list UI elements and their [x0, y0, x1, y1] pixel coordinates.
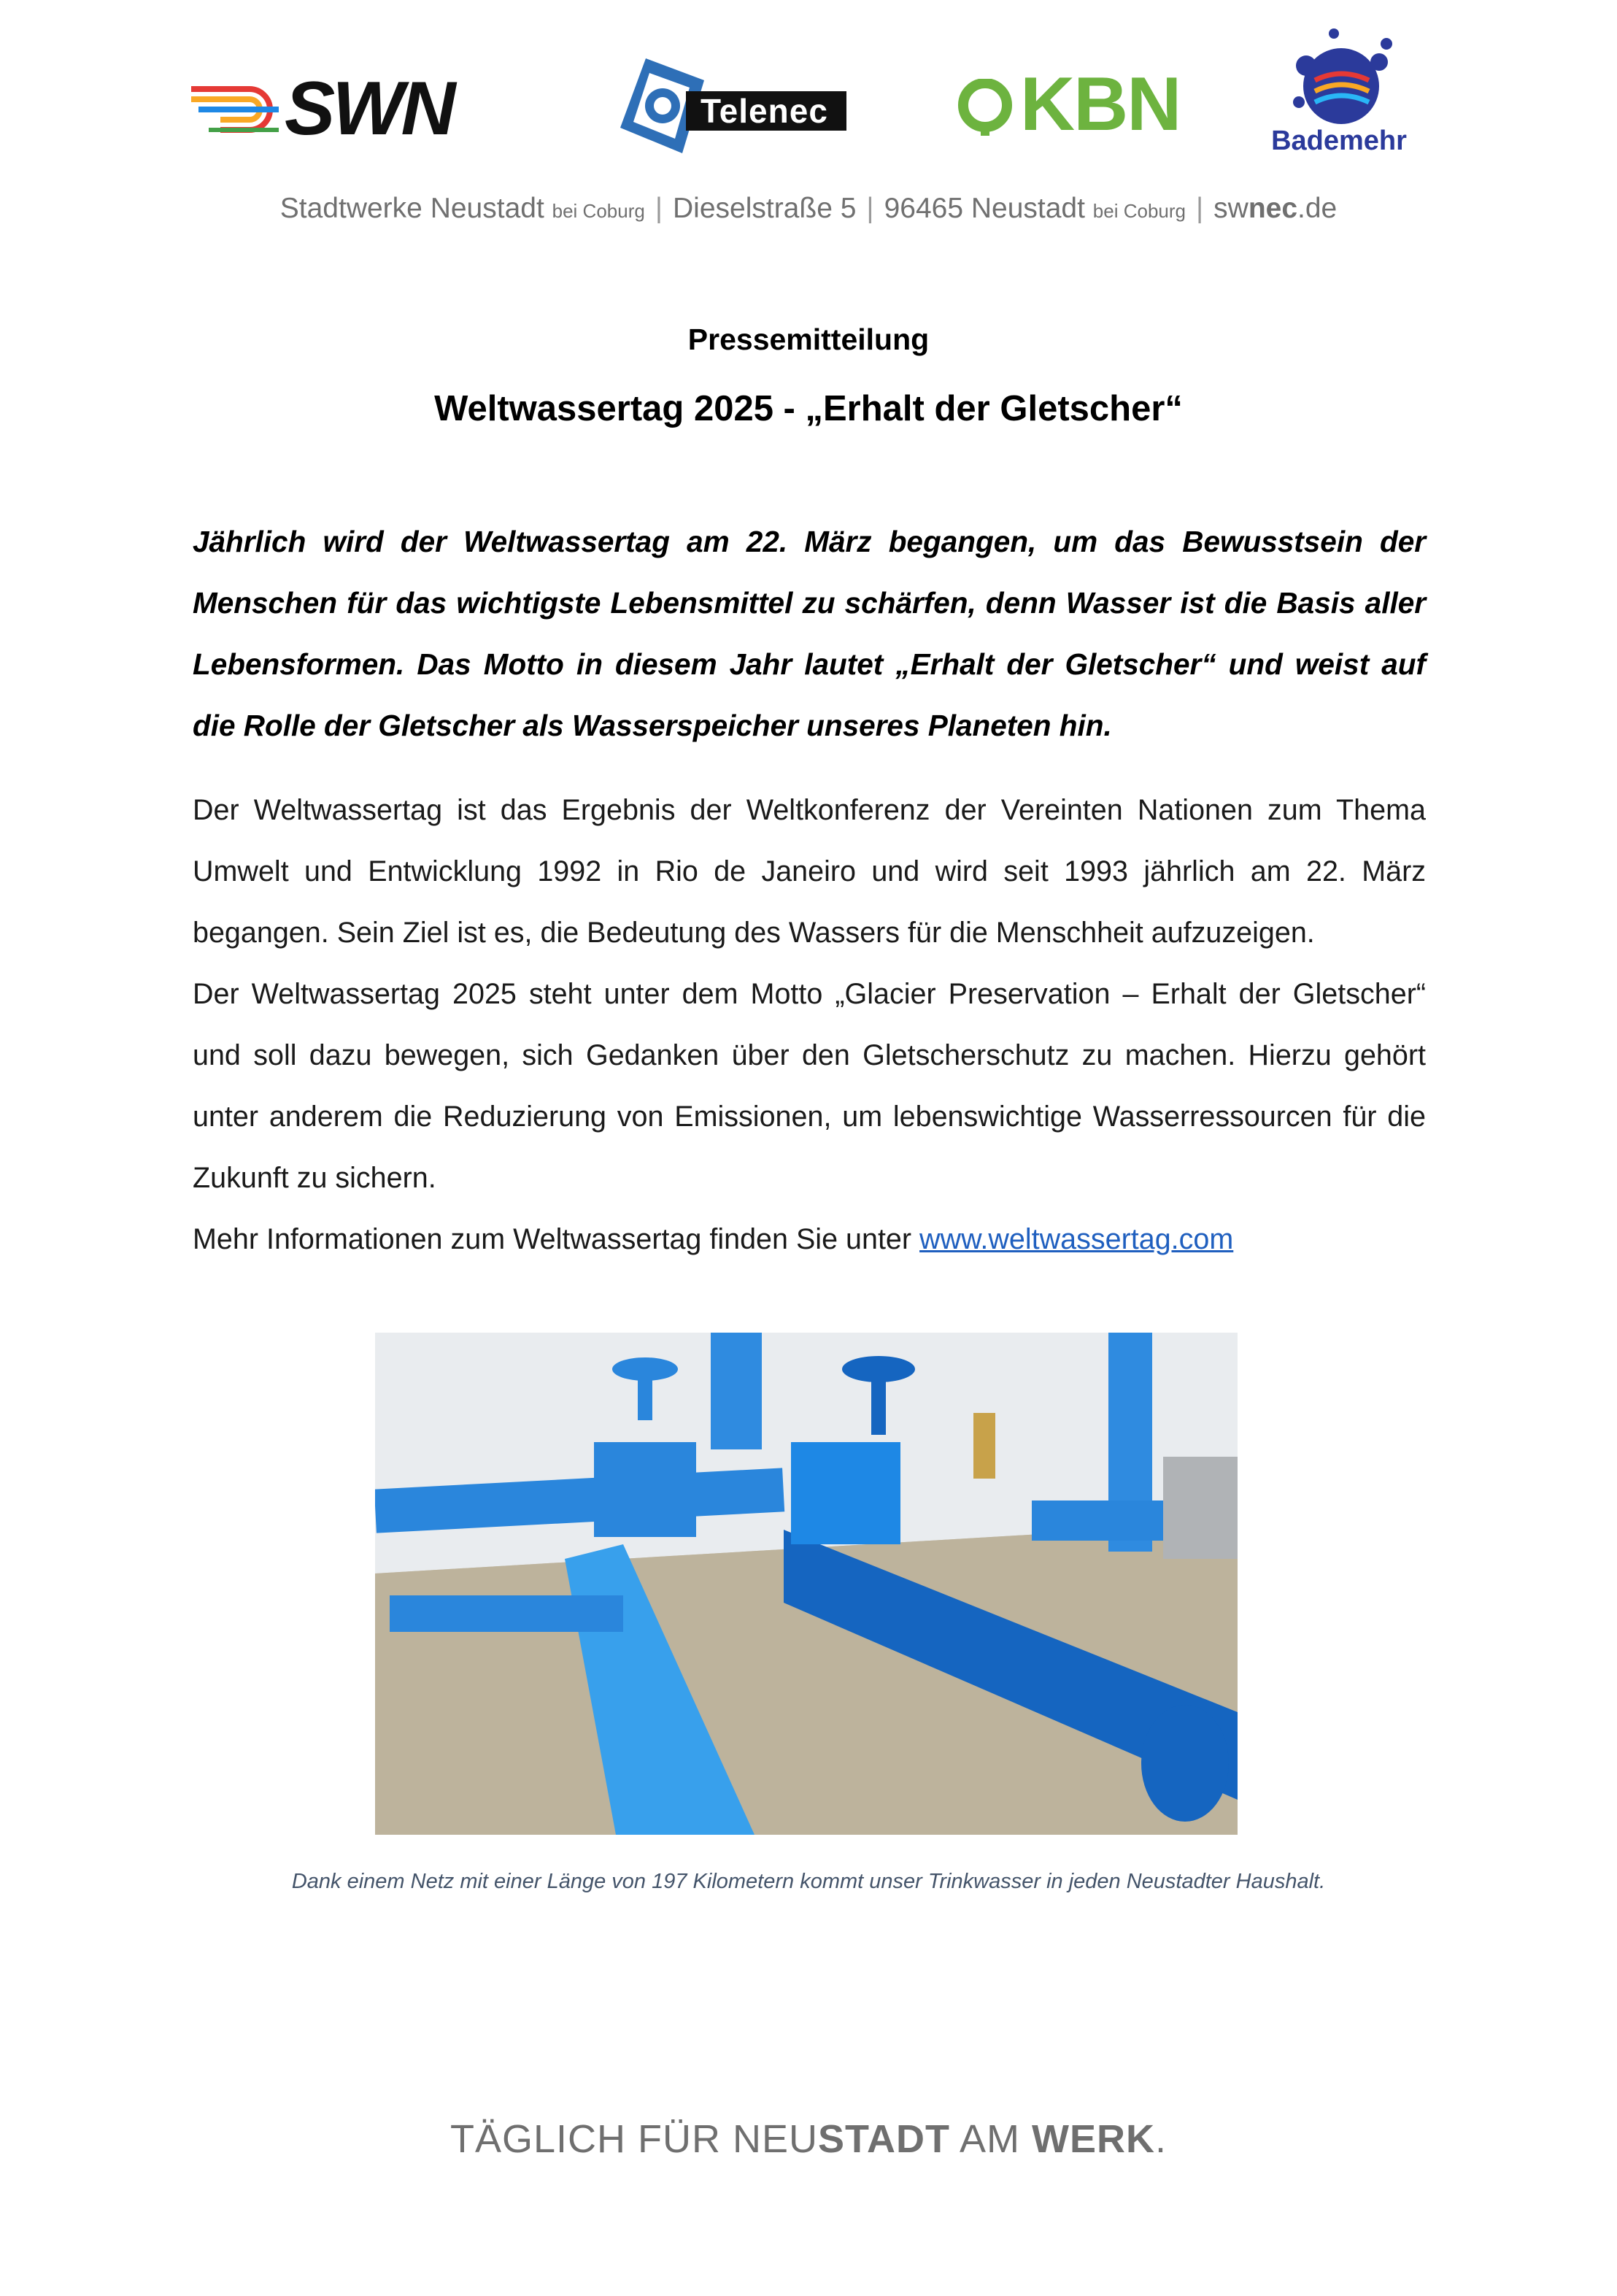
bademehr-logo-text: Bademehr — [1271, 126, 1407, 156]
city-suffix: bei Coburg — [1092, 200, 1186, 222]
bademehr-logo — [1262, 22, 1423, 161]
body-paragraph-text: Mehr Informationen zum Weltwassertag finden Sie unter — [193, 1223, 920, 1255]
kbn-logo — [956, 62, 1181, 147]
telenec-logo — [613, 55, 854, 157]
pipes-photo — [375, 1333, 1238, 1835]
separator: | — [655, 193, 663, 224]
website — [1213, 193, 1337, 224]
logo-bar — [0, 0, 1617, 190]
swn-stripes-icon — [191, 83, 286, 136]
body-paragraph: Der Weltwassertag ist das Ergebnis der Weltkonferenz der Vereinten Nationen zum Thema Umwelt und Entwicklung 1992 in Rio de Janeiro und wird seit 1993 jährlich am 22. März begangen. Sein Ziel ist es, die Bedeutung des Wassers für die Menschheit aufzuzeigen. — [193, 794, 1426, 949]
website-suffix: .de — [1297, 193, 1338, 224]
telenec-logo-text: Telenec — [686, 91, 846, 131]
city: 96465 Neustadt — [884, 193, 1085, 224]
company-address-line — [0, 193, 1617, 225]
footer-slogan — [0, 2116, 1617, 2162]
slogan-part-bold: WERK — [1032, 2117, 1156, 2161]
body-text — [193, 779, 1426, 1270]
slogan-part: . — [1155, 2117, 1168, 2161]
kbn-logo-text: KBN — [1020, 62, 1181, 147]
swn-logo-text: SWN — [285, 66, 453, 151]
kbn-pin-icon — [956, 79, 1014, 137]
website-prefix: sw — [1213, 193, 1249, 224]
document-headline: Weltwassertag 2025 - „Erhalt der Gletscher“ — [434, 389, 1183, 428]
water-pipes-image — [375, 1333, 1238, 1835]
separator: | — [1196, 193, 1204, 224]
body-paragraph: Der Weltwassertag 2025 steht unter dem Motto „Glacier Preservation – Erhalt der Gletscher“ und soll dazu bewegen, sich Gedanken über den Gletscherschutz zu machen. Hierzu gehört unter anderem die Reduzierung von Emissionen, um lebenswichtige Wasserressourcen für die Zukunft zu sichern. — [193, 978, 1426, 1194]
slogan-part: TÄGLICH FÜR NEU — [449, 2117, 819, 2161]
bademehr-splash-icon — [1277, 22, 1408, 128]
slogan-part-bold: STADT — [818, 2117, 950, 2161]
website-bold: nec — [1248, 193, 1298, 224]
photo-caption: Dank einem Netz mit einer Länge von 197 Kilometern kommt unser Trinkwasser in jeden Neustadter Haushalt. — [291, 1870, 1326, 1893]
separator: | — [866, 193, 874, 224]
slogan-part: AM — [950, 2117, 1033, 2161]
weltwassertag-link[interactable]: www.weltwassertag.com — [919, 1223, 1234, 1255]
lead-paragraph: Jährlich wird der Weltwassertag am 22. März begangen, um das Bewusstsein der Menschen für das wichtigste Lebensmittel zu schärfen, denn Wasser ist die Basis aller Lebensformen. Das Motto in diesem Jahr lautet „Erhalt der Gletscher“ und weist auf die Rolle der Gletscher als Wasserspeicher unseres Planeten hin. — [193, 525, 1426, 742]
swn-logo — [191, 66, 461, 151]
street: Dieselstraße 5 — [672, 193, 857, 224]
company-name: Stadtwerke Neustadt — [279, 193, 544, 224]
body-paragraph-with-link — [193, 1209, 1426, 1270]
company-name-suffix: bei Coburg — [552, 200, 645, 222]
document-kicker: Pressemitteilung — [687, 323, 930, 356]
